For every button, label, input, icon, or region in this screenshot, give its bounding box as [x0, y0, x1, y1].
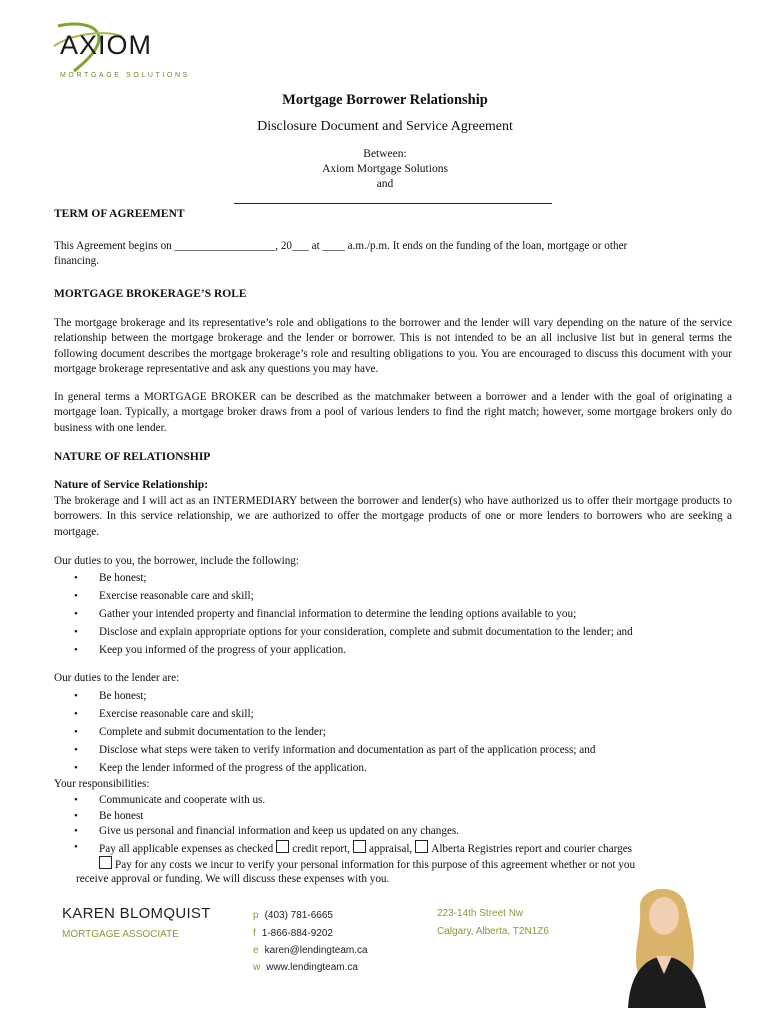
nature-heading: NATURE OF RELATIONSHIP	[54, 451, 211, 463]
list-item: • Complete and submit documentation to the lender;	[54, 723, 754, 741]
between-and: and	[376, 178, 394, 190]
contact-email	[253, 945, 368, 956]
between-party: Axiom Mortgage Solutions	[322, 163, 448, 175]
contact-web	[253, 962, 358, 973]
list-item: • Keep you informed of the progress of your application.	[54, 641, 754, 659]
borrower-duties-list	[54, 569, 754, 659]
list-item: • Communicate and cooperate with us.	[54, 793, 754, 809]
appraisal-checkbox[interactable]	[353, 840, 366, 853]
list-item: • Keep the lender informed of the progress of the application.	[54, 759, 754, 777]
registries-checkbox[interactable]	[415, 840, 428, 853]
list-item: • Gather your intended property and financial information to determine the lending options available to you;	[54, 605, 754, 623]
term-heading: TERM OF AGREEMENT	[54, 208, 185, 220]
logo-wordmark: AXIOM	[60, 30, 153, 60]
fax-value: 1-866-884-9202	[261, 928, 333, 939]
list-item: • Give us personal and financial information and keep us updated on any changes.	[54, 824, 754, 840]
expenses-tail: receive approval or funding. We will discuss these expenses with you.	[76, 873, 390, 885]
role-paragraph-2: In general terms a MORTGAGE BROKER can be described as the matchmaker between a borrower and a lender with the goal of originating a mortgage loan. Typically, a mortgage broker draws from a pool of various lenders to find the right match; however, some mortgage brokers only do business with one lender.	[54, 391, 732, 434]
role-paragraph-1: The mortgage brokerage and its representative’s role and obligations to the borrower and the lender will vary depending on the nature of the service relationship between the mortgage brokerage and the lender or borrower. This is not intended to be an all inclusive list but in general terms the following document describes the mortgage brokerage’s role and resulting obligations to you. You are encouraged to discuss this document with your mortgage brokerage representative and ask any questions you may have.	[54, 317, 732, 375]
lender-duties-list	[54, 687, 754, 777]
list-item: • Exercise reasonable care and skill;	[54, 705, 754, 723]
document-subtitle: Disclosure Document and Service Agreement	[257, 119, 513, 134]
address-line-2: Calgary, Alberta, T2N1Z6	[437, 926, 549, 937]
email-value[interactable]: karen@lendingteam.ca	[264, 945, 368, 956]
web-value[interactable]: www.lendingteam.ca	[266, 962, 358, 973]
verify-costs-checkbox[interactable]	[99, 856, 112, 869]
term-line-1: This Agreement begins on __________________, 20___ at ____ a.m./p.m. It ends on the funding of the loan, mortgage or other	[54, 240, 628, 252]
credit-report-checkbox[interactable]	[276, 840, 289, 853]
list-item-expenses	[54, 840, 754, 856]
list-item: • Exercise reasonable care and skill;	[54, 587, 754, 605]
phone-value: (403) 781-6665	[264, 910, 333, 921]
verify-costs-line	[96, 856, 635, 871]
logo-tagline: MORTGAGE SOLUTIONS	[60, 72, 190, 79]
nature-subheading: Nature of Service Relationship:	[54, 479, 209, 491]
fax-key: f	[253, 928, 256, 939]
expenses-lead: Pay all applicable expenses as checked	[99, 842, 274, 855]
registries-label: Alberta Registries report and courier charges	[431, 842, 633, 855]
list-item: • Be honest;	[54, 687, 754, 705]
verify-costs-label: Pay for any costs we incur to verify your personal information for this purpose of this agreement whether or not you	[115, 859, 636, 871]
web-key: w	[253, 962, 261, 973]
phone-key: p	[253, 910, 259, 921]
agent-role: MORTGAGE ASSOCIATE	[62, 929, 179, 940]
responsibilities-intro: Your responsibilities:	[54, 778, 150, 790]
address-line-1: 223-14th Street Nw	[437, 908, 524, 919]
term-line-2: financing.	[54, 255, 100, 267]
lender-duties-intro: Our duties to the lender are:	[54, 672, 180, 684]
role-heading: MORTGAGE BROKERAGE’S ROLE	[54, 288, 247, 300]
between-label: Between:	[363, 148, 407, 160]
contact-phone	[253, 910, 333, 921]
appraisal-label: appraisal,	[369, 842, 413, 855]
credit-report-label: credit report,	[292, 842, 351, 855]
list-item: • Be honest;	[54, 569, 754, 587]
borrower-duties-intro: Our duties to you, the borrower, include the following:	[54, 555, 300, 567]
list-item: • Disclose and explain appropriate options for your consideration, complete and submit documentation to the lender; and	[54, 623, 754, 641]
contact-fax	[253, 928, 333, 939]
responsibilities-list	[54, 793, 754, 855]
list-item: • Be honest	[54, 809, 754, 825]
email-key: e	[253, 945, 259, 956]
agent-name: KAREN BLOMQUIST	[62, 905, 211, 922]
agent-photo	[620, 878, 712, 1008]
list-item: • Disclose what steps were taken to verify information and documentation as part of the application process; and	[54, 741, 754, 759]
nature-paragraph: The brokerage and I will act as an INTERMEDIARY between the borrower and lender(s) who have authorized us to offer their mortgage products to borrowers. In this service relationship, we are authorized to offer the mortgage products of one or more lenders to borrowers who are seeking a mortgage.	[54, 495, 732, 538]
signature-line	[234, 203, 552, 204]
document-title: Mortgage Borrower Relationship	[282, 92, 488, 108]
